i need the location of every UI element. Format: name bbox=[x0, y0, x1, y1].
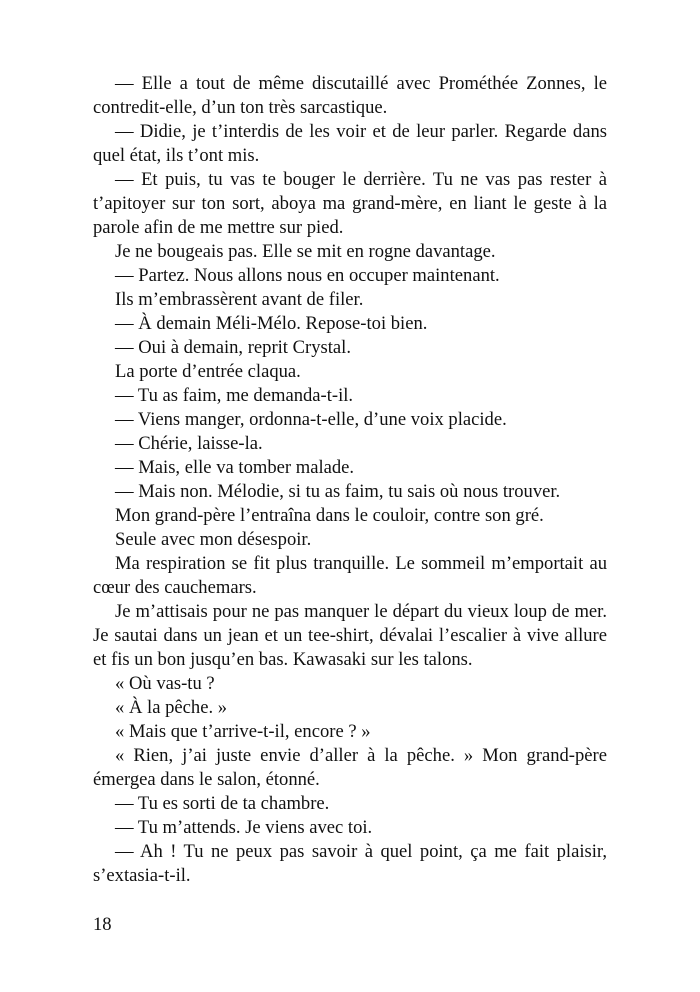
paragraph: « Mais que t’arrive-t-il, encore ? » bbox=[115, 721, 371, 742]
paragraph: Mon grand-père l’entraîna dans le couloir, contre son gré. bbox=[115, 505, 544, 526]
paragraph: Ils m’embrassèrent avant de filer. bbox=[115, 289, 364, 310]
paragraph: — Mais non. Mélodie, si tu as faim, tu sais où nous trouver. bbox=[115, 481, 561, 502]
paragraph: Ma respiration se fit plus tranquille. Le sommeil m’emportait au cœur des cauchemars. bbox=[93, 553, 607, 598]
paragraph: — Chérie, laisse-la. bbox=[115, 433, 263, 454]
paragraph: — Et puis, tu vas te bouger le derrière. Tu ne vas pas rester à t’apitoyer sur ton sort, aboya ma grand-mère, en liant le geste à la parole afin de me mettre sur pied. bbox=[93, 169, 607, 238]
paragraph: — À demain Méli-Mélo. Repose-toi bien. bbox=[115, 313, 428, 334]
paragraph: « À la pêche. » bbox=[115, 697, 228, 718]
paragraph: — Ah ! Tu ne peux pas savoir à quel point, ça me fait plaisir, s’extasia-t-il. bbox=[93, 841, 607, 886]
paragraph: — Oui à demain, reprit Crystal. bbox=[115, 337, 351, 358]
paragraph: — Partez. Nous allons nous en occuper maintenant. bbox=[115, 265, 500, 286]
paragraph: Je m’attisais pour ne pas manquer le départ du vieux loup de mer. Je sautai dans un jean et un tee-shirt, dévalai l’escalier à vive allure et fis un bon jusqu’en bas. Kawasaki sur les talons. bbox=[93, 601, 607, 670]
page-body bbox=[93, 72, 607, 888]
paragraph: Seule avec mon désespoir. bbox=[115, 529, 312, 550]
paragraph: — Tu as faim, me demanda-t-il. bbox=[115, 385, 354, 406]
paragraph: « Rien, j’ai juste envie d’aller à la pêche. » Mon grand-père émergea dans le salon, étonné. bbox=[93, 745, 607, 790]
paragraph: — Elle a tout de même discutaillé avec Prométhée Zonnes, le contredit-elle, d’un ton très sarcastique. bbox=[93, 73, 607, 118]
paragraph: — Tu m’attends. Je viens avec toi. bbox=[115, 817, 373, 838]
paragraph: — Mais, elle va tomber malade. bbox=[115, 457, 355, 478]
paragraph: « Où vas-tu ? bbox=[115, 673, 215, 694]
paragraph: — Tu es sorti de ta chambre. bbox=[115, 793, 330, 814]
page-number: 18 bbox=[93, 914, 112, 935]
paragraph: Je ne bougeais pas. Elle se mit en rogne davantage. bbox=[115, 241, 496, 262]
paragraph: — Didie, je t’interdis de les voir et de leur parler. Regarde dans quel état, ils t’ont mis. bbox=[93, 121, 607, 166]
paragraph: — Viens manger, ordonna-t-elle, d’une voix placide. bbox=[115, 409, 507, 430]
paragraph: La porte d’entrée claqua. bbox=[115, 361, 301, 382]
